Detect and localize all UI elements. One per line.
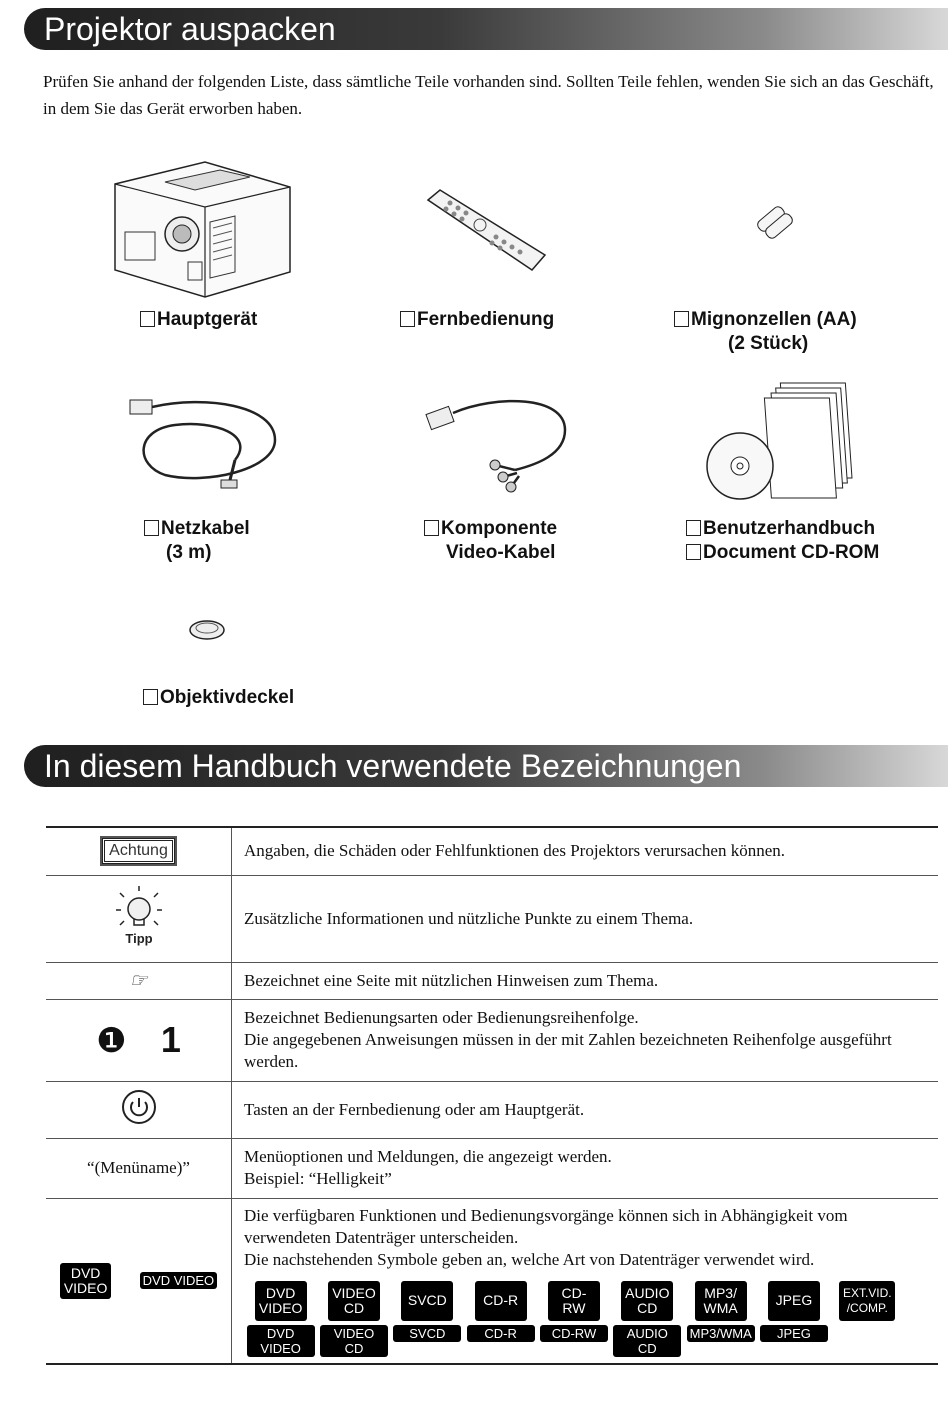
row-desc: Die verfügbaren Funktionen und Bedienungsvorgänge können sich in Abhängigkeit vom verwendeten Datenträger unterscheiden. [244, 1205, 848, 1247]
checkbox [144, 520, 159, 536]
power-button-icon [121, 1089, 157, 1125]
media-audio-cd [611, 1281, 684, 1357]
batteries-illustration [748, 198, 798, 243]
page-reference-icon: ☞ [46, 962, 232, 999]
item-label-main-unit: Hauptgerät [140, 308, 257, 332]
media-cd-r [464, 1281, 537, 1357]
checkbox [686, 520, 701, 536]
media-jpeg [757, 1281, 830, 1357]
menu-name-symbol: “(Menüname)” [46, 1138, 232, 1198]
media-small-icon: SVCD [393, 1325, 461, 1342]
row-desc: Menüoptionen und Meldungen, die angezeigt werden. [244, 1147, 612, 1166]
table-row [46, 1198, 938, 1364]
step-number-icon: ❶ [96, 1023, 127, 1060]
media-small-icon: MP3/WMA [687, 1325, 755, 1342]
item-label-component-cable: Komponente Video-Kabel [424, 517, 557, 565]
media-dvd-video [244, 1281, 317, 1357]
row-desc: Angaben, die Schäden oder Fehlfunktionen des Projektors verursachen können. [232, 827, 939, 875]
notation-table [46, 826, 938, 1365]
item-label-manuals: Benutzerhandbuch Document CD-ROM [686, 517, 879, 565]
media-small-icon: JPEG [760, 1325, 828, 1342]
media-big-icon: EXT.VID. /COMP. [839, 1281, 895, 1321]
media-ext-video [831, 1281, 904, 1357]
media-big-icon: CD-RW [548, 1281, 600, 1321]
media-small-icon: DVD VIDEO [247, 1325, 315, 1357]
media-video-cd [317, 1281, 390, 1357]
section-title-unpacking: Projektor auspacken [24, 8, 948, 50]
media-icon-row [244, 1281, 904, 1357]
row-desc: Beispiel: “Helligkeit” [244, 1169, 392, 1188]
row-desc: Die nachstehenden Symbole geben an, welche Art von Datenträger verwendet wird. [244, 1249, 815, 1269]
media-small-icon: AUDIO CD [613, 1325, 681, 1357]
power-cable-illustration [125, 385, 285, 500]
tip-label: Tipp [124, 931, 153, 946]
step-number-plain: 1 [160, 1019, 181, 1060]
checkbox [140, 311, 155, 327]
row-desc: Die angegebenen Anweisungen müssen in der mit Zahlen bezeichneten Reihenfolge ausgeführt werden. [244, 1030, 892, 1071]
media-cd-rw [537, 1281, 610, 1357]
intro-text: Prüfen Sie anhand der folgenden Liste, dass sämtliche Teile vorhanden sind. Sollten Teile fehlen, wenden Sie sich an das Geschäft, in dem Sie das Gerät erworben haben. [43, 72, 934, 118]
checkbox [400, 311, 415, 327]
caution-icon: Achtung [102, 838, 175, 864]
row-desc: Zusätzliche Informationen und nützliche Punkte zu einem Thema. [232, 875, 939, 962]
row-desc: Tasten an der Fernbedienung oder am Hauptgerät. [232, 1081, 939, 1138]
checkbox [686, 544, 701, 560]
lens-cap-illustration [186, 615, 228, 645]
checkbox [424, 520, 439, 536]
media-big-icon: MP3/ WMA [695, 1281, 747, 1321]
media-big-icon: DVD VIDEO [255, 1281, 307, 1321]
media-small-icon: CD-R [467, 1325, 535, 1342]
projector-illustration [110, 152, 295, 300]
checkbox [143, 689, 158, 705]
media-big-icon: CD-R [475, 1281, 527, 1321]
component-video-cable-illustration [425, 385, 575, 500]
media-mp3-wma [684, 1281, 757, 1357]
table-row [46, 999, 938, 1081]
item-label-batteries: Mignonzellen (AA) (2 Stück) [674, 308, 857, 356]
checkbox [674, 311, 689, 327]
remote-control-illustration [420, 185, 550, 280]
manuals-cd-illustration [705, 378, 865, 508]
row-desc: Bezeichnet eine Seite mit nützlichen Hinweisen zum Thema. [232, 962, 939, 999]
dvd-video-large-icon: DVD VIDEO [60, 1263, 112, 1299]
tip-bulb-icon [114, 885, 164, 947]
table-row [46, 1081, 938, 1138]
table-row [46, 875, 938, 962]
table-row [46, 827, 938, 875]
media-svcd [391, 1281, 464, 1357]
section-title-notation: In diesem Handbuch verwendete Bezeichnungen [24, 745, 948, 787]
item-label-lens-cap: Objektivdeckel [143, 686, 294, 710]
media-big-icon: VIDEO CD [328, 1281, 380, 1321]
table-row [46, 962, 938, 999]
table-row [46, 1138, 938, 1198]
dvd-video-small-icon: DVD VIDEO [140, 1272, 218, 1289]
media-big-icon: AUDIO CD [621, 1281, 673, 1321]
item-label-remote: Fernbedienung [400, 308, 554, 332]
media-small-icon: VIDEO CD [320, 1325, 388, 1357]
media-big-icon: SVCD [401, 1281, 453, 1321]
media-big-icon: JPEG [768, 1281, 820, 1321]
media-small-icon: CD-RW [540, 1325, 608, 1342]
row-desc: Bezeichnet Bedienungsarten oder Bedienungsreihenfolge. [244, 1008, 639, 1027]
item-label-power-cable: Netzkabel (3 m) [144, 517, 250, 565]
